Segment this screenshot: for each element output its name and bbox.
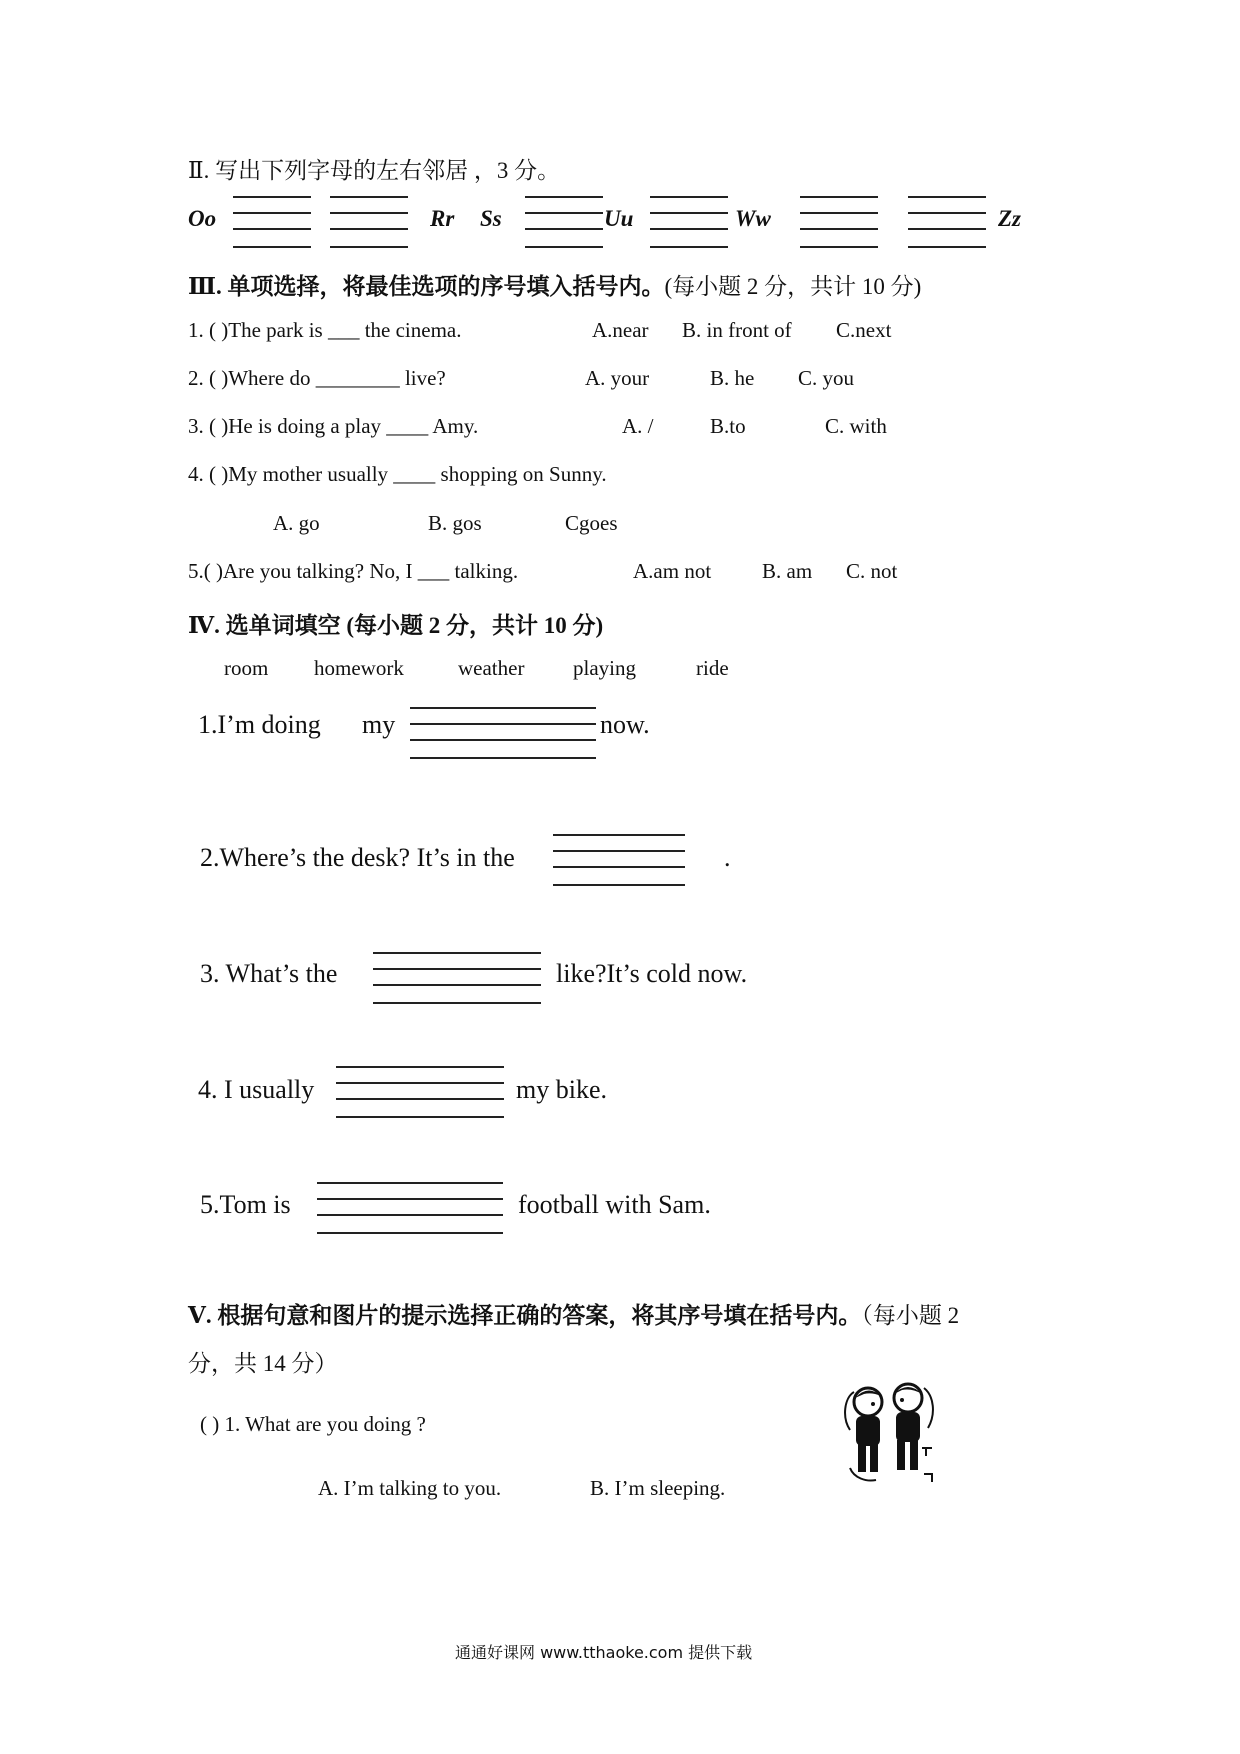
word-bank-weather: weather	[458, 656, 525, 680]
fill-sentence-3-end: like?It’s cold now.	[556, 959, 748, 988]
q5-stem: 5.( )Are you talking? No, I ___ talking.	[188, 559, 519, 583]
fill-sentence-4-end: my bike.	[516, 1075, 607, 1104]
q2-option-a: A. your	[585, 366, 650, 390]
section5-q1-option-a: A. I’m talking to you.	[318, 1476, 502, 1500]
section5-score: （每小题 2	[861, 1303, 960, 1328]
q3-option-a: A. /	[622, 414, 654, 438]
letter-ww: Ww	[735, 206, 771, 231]
q4-option-a: A. go	[273, 511, 320, 535]
section4-title-text: Ⅳ. 选单词填空 (每小题 2 分，共计 10 分)	[188, 613, 604, 638]
section5-q1-option-b: B. I’m sleeping.	[590, 1476, 726, 1500]
q2-option-c: C. you	[798, 366, 855, 390]
word-bank-homework: homework	[314, 656, 404, 680]
q3-option-b: B.to	[710, 414, 746, 438]
section2-title: Ⅱ. 写出下列字母的左右邻居 ，3 分。	[188, 158, 561, 183]
answer-lines[interactable]	[650, 196, 728, 251]
q3-stem: 3. ( )He is doing a play ____ Amy.	[188, 414, 479, 438]
q1-option-b: B. in front of	[682, 318, 792, 342]
q2-option-b: B. he	[710, 366, 755, 390]
answer-lines[interactable]	[908, 196, 986, 251]
fill-sentence-4-start: 4. I usually	[198, 1075, 315, 1104]
fill-sentence-1-start: 1.I’m doing	[198, 710, 321, 739]
section5-title	[188, 1297, 959, 1330]
section5-q1-stem: ( ) 1. What are you doing ?	[200, 1412, 426, 1436]
q2-stem: 2. ( )Where do ________ live?	[188, 366, 446, 390]
section5-title-text: Ⅴ. 根据句意和图片的提示选择正确的答案，将其序号填在括号内。	[188, 1303, 862, 1328]
fill-sentence-5-end: football with Sam.	[518, 1190, 711, 1219]
fill-sentence-3-start: 3. What’s the	[200, 959, 338, 988]
fill-blank-5[interactable]	[317, 1182, 503, 1234]
fill-sentence-1-end: now.	[600, 710, 650, 739]
section5-title-line2: 分，共 14 分）	[188, 1351, 338, 1376]
fill-blank-1[interactable]	[410, 707, 596, 759]
fill-sentence-2-end: .	[724, 843, 731, 872]
fill-blank-4[interactable]	[336, 1066, 504, 1118]
word-bank-room: room	[224, 656, 269, 680]
answer-lines[interactable]	[800, 196, 878, 251]
answer-lines[interactable]	[233, 196, 311, 251]
section3-score: (每小题 2 分，共计 10 分)	[664, 274, 922, 299]
fill-blank-3[interactable]	[373, 952, 541, 1004]
q3-option-c: C. with	[825, 414, 887, 438]
fill-sentence-2-start: 2.Where’s the desk? It’s in the	[200, 843, 515, 872]
section3-title-text: Ⅲ. 单项选择，将最佳选项的序号填入括号内。	[188, 274, 665, 299]
q5-option-a: A.am not	[633, 559, 712, 583]
letter-rr: Rr	[430, 206, 455, 231]
fill-blank-2[interactable]	[553, 834, 685, 886]
answer-lines[interactable]	[330, 196, 408, 251]
letter-uu: Uu	[604, 206, 634, 231]
answer-lines[interactable]	[525, 196, 603, 251]
section4-title	[188, 607, 603, 640]
two-kids-talking-image	[836, 1378, 940, 1486]
letter-zz: Zz	[998, 206, 1021, 231]
q4-option-c: Cgoes	[565, 511, 618, 535]
q1-option-c: C.next	[836, 318, 892, 342]
footer-text: 通通好课网 www.tthaoke.com 提供下载	[455, 1643, 753, 1662]
q5-option-b: B. am	[762, 559, 813, 583]
fill-sentence-1-my: my	[362, 710, 396, 739]
q1-stem: 1. ( )The park is ___ the cinema.	[188, 318, 462, 342]
letter-ss: Ss	[480, 206, 502, 231]
word-bank-playing: playing	[573, 656, 636, 680]
word-bank-ride: ride	[696, 656, 729, 680]
q4-stem: 4. ( )My mother usually ____ shopping on Sunny.	[188, 462, 607, 486]
section3-title	[188, 268, 921, 301]
q5-option-c: C. not	[846, 559, 898, 583]
q4-option-b: B. gos	[428, 511, 482, 535]
q1-option-a: A.near	[592, 318, 649, 342]
letter-oo: Oo	[188, 206, 217, 231]
fill-sentence-5-start: 5.Tom is	[200, 1190, 291, 1219]
